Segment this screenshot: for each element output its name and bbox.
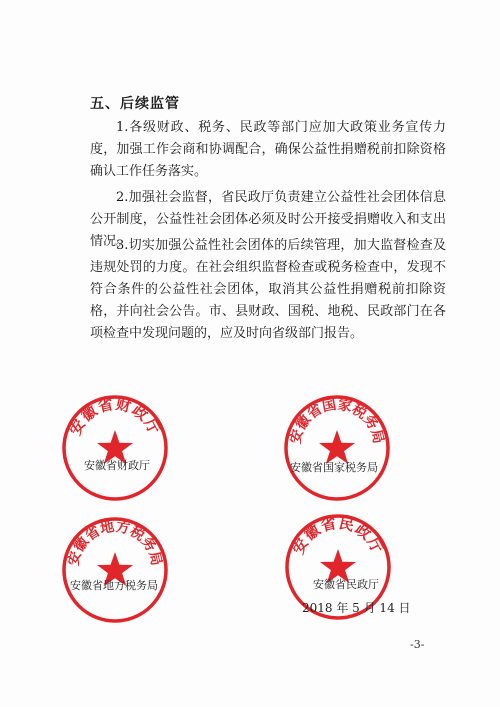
seal-graphic xyxy=(60,515,170,625)
finance-department-seal xyxy=(60,393,170,503)
paragraph-3: 3.切实加强公益性社会团体的后续管理，加大监督检查及违规处罚的力度。在社会组织监督检查或税务检查中，发现不符合条件的公益性社会团体，取消其公益性捐赠税前扣除资格，并向社会公告。市、县财政、国税、地税、民政部门在各项检查中发现问题的，应及时向省级部门报告。 xyxy=(90,238,446,341)
seal-arc-text: 安徽省财政厅 xyxy=(66,394,164,439)
paragraph-1: 1.各级财政、税务、民政等部门应加大政策业务宣传力度，加强工作会商和协调配合，确保公益性捐赠税前扣除资格确认工作任务落实。 xyxy=(90,120,446,179)
seal-graphic xyxy=(60,393,170,503)
seal-arc-text: 安徽省国家税务局 xyxy=(287,397,387,446)
document-date: 2018 年 5 月 14 日 xyxy=(302,601,411,615)
signatory-name-3: 安徽省地方税务局 xyxy=(70,579,158,592)
paragraph-2: 2.加强社会监督，省民政厅负责建立公益性社会团体信息公开制度，公益性社会团体必须及时公开接受捐赠收入和支出情况。 xyxy=(90,190,446,249)
seal-arc-text: 安徽省民政厅 xyxy=(289,513,387,558)
signatory-name-1: 安徽省财政厅 xyxy=(84,459,150,472)
local-tax-bureau-seal xyxy=(60,515,170,625)
section-heading: 五、后续监管 xyxy=(90,96,180,112)
page-number: -3- xyxy=(410,638,425,651)
signatory-name-4: 安徽省民政厅 xyxy=(313,578,379,591)
seal-arc-text: 安徽省地方税务局 xyxy=(65,519,165,568)
signatory-name-2: 安徽省国家税务局 xyxy=(290,461,378,474)
state-tax-bureau-seal xyxy=(282,393,392,503)
seal-graphic xyxy=(282,393,392,503)
